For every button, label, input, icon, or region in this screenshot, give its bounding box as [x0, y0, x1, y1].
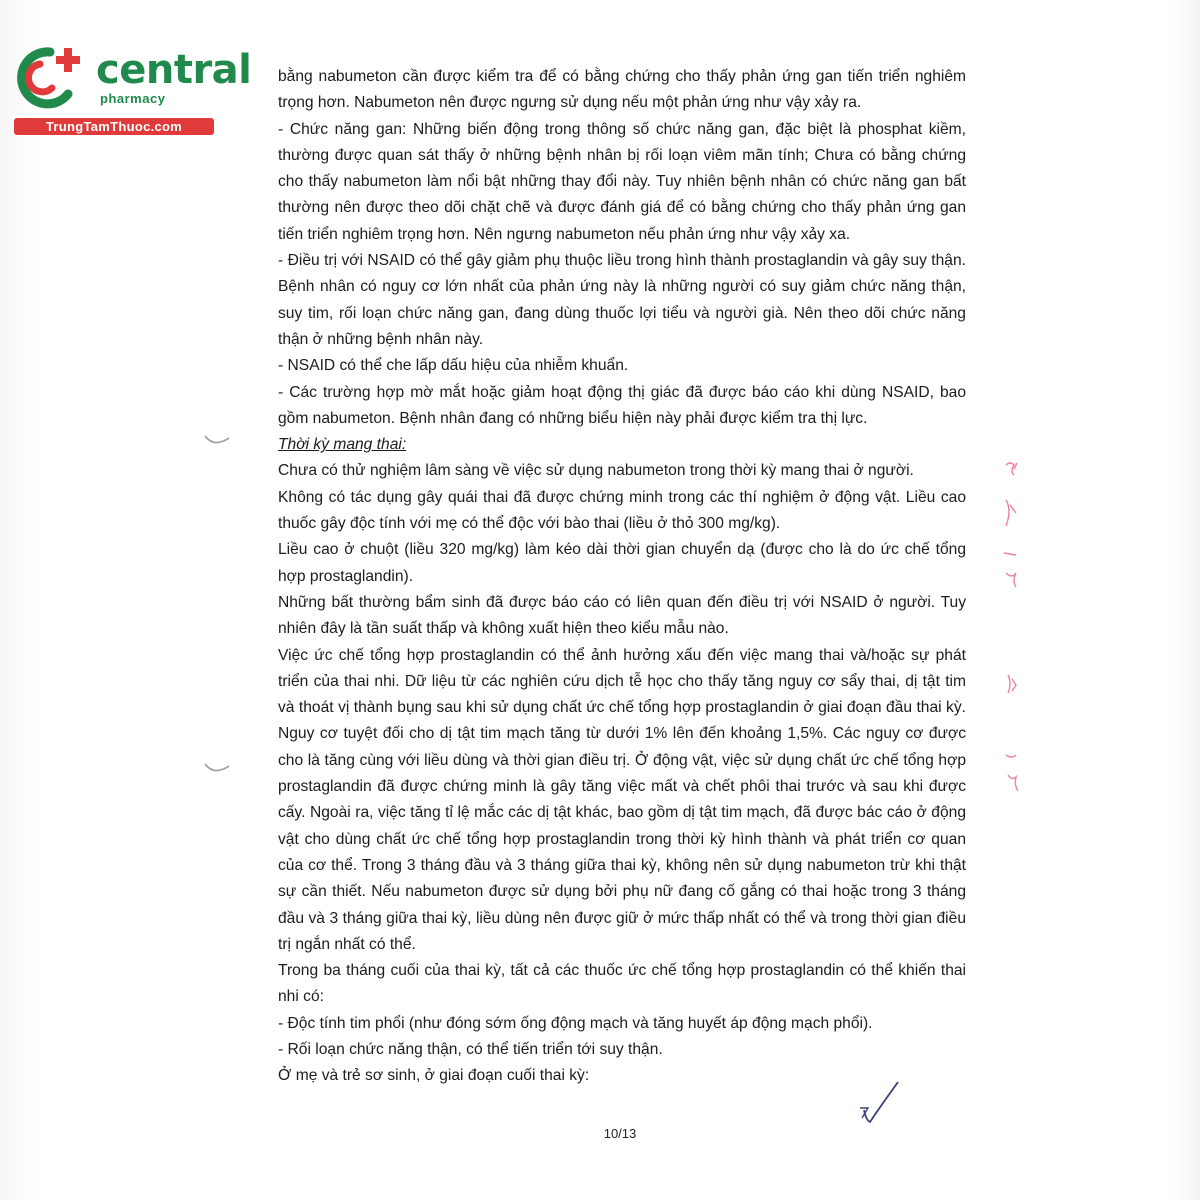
section-title-pregnancy: Thời kỳ mang thai: — [278, 436, 407, 454]
paragraph: - Rối loạn chức năng thận, có thể tiến triển tới suy thận. — [278, 1040, 663, 1058]
margin-seal-stamp — [1000, 455, 1024, 805]
page-number: 10/13 — [603, 1126, 637, 1141]
signature-mark — [856, 1080, 904, 1128]
pharmacy-cross-icon — [12, 42, 90, 112]
paragraph: bằng nabumeton cần được kiểm tra để có bằng chứng cho thấy phản ứng gan tiến triển nghiêm trọng hơn. Nabumeton nên được ngưng sử dụng nếu một phản ứng như vậy xảy ra. — [278, 68, 966, 112]
brand-subtitle: pharmacy — [100, 91, 166, 106]
punch-hole-mark — [202, 432, 232, 450]
paragraph: - Chức năng gan: Những biến động trong thông số chức năng gan, đặc biệt là phosphat kiềm, thường được quan sát thấy ở những bệnh nhân bị rối loạn viêm mãn tính; Chưa có bằng chứng cho thấy nabumeton làm nổi bật những thay đổi này. Tuy nhiên bệnh nhân có chức năng gan bất thường nên được theo dõi chặt chẽ và được đánh giá để có bằng chứng cho thấy phản ứng gan tiến triển nghiêm trọng hơn. Nên ngưng nabumeton nếu phản ứng như vậy xảy xa. — [278, 120, 966, 243]
paragraph: - Độc tính tim phổi (như đóng sớm ống động mạch và tăng huyết áp động mạch phổi). — [278, 1014, 873, 1032]
document-body — [278, 64, 966, 1090]
punch-hole-mark — [202, 760, 232, 778]
paragraph: - Điều trị với NSAID có thể gây giảm phụ thuộc liều trong hình thành prostaglandin và gây suy thận. Bệnh nhân có nguy cơ lớn nhất của phản ứng này là những người có suy giảm chức năng thận, suy tim, rối loạn chức năng gan, đang dùng thuốc lợi tiểu và người già. Nên theo dõi chức năng thận ở những bệnh nhân này. — [278, 252, 966, 348]
brand-name: central — [96, 47, 252, 93]
brand-website[interactable]: TrungTamThuoc.com — [14, 118, 214, 135]
paragraph: Việc ức chế tổng hợp prostaglandin có thể ảnh hưởng xấu đến việc mang thai và/hoặc sự phát triển của thai nhi. Dữ liệu từ các nghiên cứu dịch tễ học cho thấy tăng nguy cơ sẩy thai, dị tật tim và thoát vị thành bụng sau khi sử dụng chất ức chế tổng hợp prostaglandin ở giai đoạn đầu thai kỳ. Nguy cơ tuyệt đối cho dị tật tim mạch tăng từ dưới 1% lên đến khoảng 1,5%. Các nguy cơ được cho là tăng cùng với liều dùng và thời gian điều trị. Ở động vật, việc sử dụng chất ức chế tổng hợp prostaglandin đã được chứng minh là gây tăng việc mất và chết phôi thai trước và sau khi được cấy. Ngoài ra, việc tăng tỉ lệ mắc các dị tật khác, bao gồm dị tật tim mạch, đã được bác cáo ở động vật cho dùng chất ức chế tổng hợp prostaglandin trong thời kỳ hình thành và phát triển cơ quan của cơ thể. Trong 3 tháng đầu và 3 tháng giữa thai kỳ, không nên sử dụng nabumeton trừ khi thật sự cần thiết. Nếu nabumeton được sử dụng bởi phụ nữ đang cố gắng có thai hoặc trong 3 tháng đầu và 3 tháng giữa thai kỳ, liều dùng nên được giữ ở mức thấp nhất có thể và trong thời gian điều trị ngắn nhất có thể. — [278, 646, 966, 953]
paragraph: Không có tác dụng gây quái thai đã được chứng minh trong các thí nghiệm ở động vật. Liều cao thuốc gây độc tính với mẹ có thể độc với bào thai (liều ở thỏ 300 mg/kg). — [278, 488, 966, 533]
central-pharmacy-logo[interactable] — [10, 38, 252, 138]
paragraph: Những bất thường bẩm sinh đã được báo cáo có liên quan đến điều trị với NSAID ở người. Tuy nhiên đây là tần suất thấp và không xuất hiện theo kiểu mẫu nào. — [278, 593, 966, 638]
paragraph: Liều cao ở chuột (liều 320 mg/kg) làm kéo dài thời gian chuyển dạ (được cho là do ức chế tổng hợp prostaglandin). — [278, 541, 966, 585]
paragraph: - Các trường hợp mờ mắt hoặc giảm hoạt động thị giác đã được báo cáo khi dùng NSAID, bao gồm nabumeton. Bệnh nhân đang có những biểu hiện này phải được kiểm tra thị lực. — [278, 383, 966, 427]
paragraph: - NSAID có thể che lấp dấu hiệu của nhiễm khuẩn. — [278, 357, 629, 375]
paragraph: Ở mẹ và trẻ sơ sinh, ở giai đoạn cuối thai kỳ: — [278, 1067, 590, 1085]
paragraph: Trong ba tháng cuối của thai kỳ, tất cả các thuốc ức chế tổng hợp prostaglandin có thể khiến thai nhi có: — [278, 962, 966, 1006]
paragraph: Chưa có thử nghiệm lâm sàng về việc sử dụng nabumeton trong thời kỳ mang thai ở người. — [278, 462, 914, 480]
